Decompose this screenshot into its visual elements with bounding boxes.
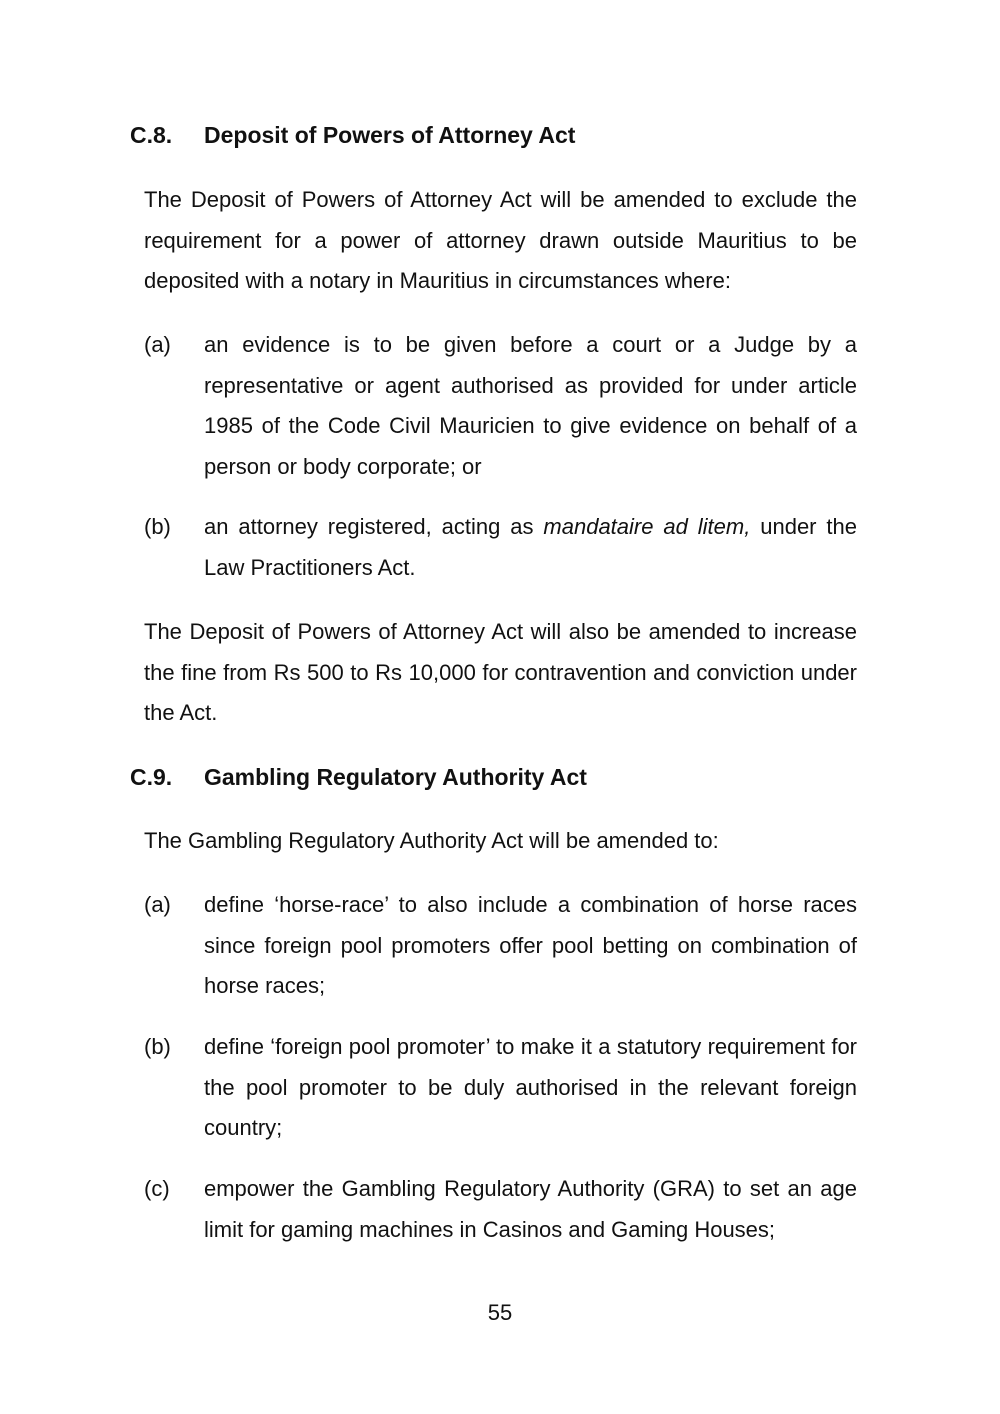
section-title-c8: Deposit of Powers of Attorney Act xyxy=(204,122,576,148)
list-item-label: (a) xyxy=(144,892,171,917)
list-item xyxy=(144,885,857,1007)
section-number-c9: C.9. xyxy=(130,764,173,790)
list-item-text-part: under the Law Practitioners Act. xyxy=(204,514,857,580)
list-item-text: define ‘foreign pool promoter’ to make it a statutory requirement for the pool promoter to be duly authorised in the relevant foreign country; xyxy=(204,1034,857,1140)
list-item-text xyxy=(204,507,857,588)
list-item-label: (b) xyxy=(144,1034,171,1059)
section-title-c9: Gambling Regulatory Authority Act xyxy=(204,764,587,790)
list-item-label: (a) xyxy=(144,332,171,357)
list-item-text: empower the Gambling Regulatory Authority (GRA) to set an age limit for gaming machines in Casinos and Gaming Houses; xyxy=(204,1176,857,1242)
list-item-text: define ‘horse-race’ to also include a combination of horse races since foreign pool promoters offer pool betting on combination of horse races; xyxy=(204,892,857,998)
section-heading-c8 xyxy=(130,120,860,150)
section-number-c8: C.8. xyxy=(130,122,173,148)
page-number: 55 xyxy=(487,1300,513,1325)
section-c8-closing: The Deposit of Powers of Attorney Act will also be amended to increase the fine from Rs 500 to Rs 10,000 for contravention and conviction under the Act. xyxy=(144,619,857,725)
list-item-text: an evidence is to be given before a court or a Judge by a representative or agent authorised as provided for under article 1985 of the Code Civil Mauricien to give evidence on behalf of a person or body corporate; or xyxy=(204,332,857,479)
list-item xyxy=(144,325,857,487)
list-item-text-part: an attorney registered, acting as xyxy=(204,514,544,539)
section-c8-intro: The Deposit of Powers of Attorney Act will be amended to exclude the requirement for a power of attorney drawn outside Mauritius to be deposited with a notary in Mauritius in circumstances where: xyxy=(144,187,857,293)
list-item xyxy=(144,507,857,588)
list-item xyxy=(144,1169,857,1250)
section-heading-c9 xyxy=(130,762,860,792)
section-c9-intro: The Gambling Regulatory Authority Act will be amended to: xyxy=(144,828,719,853)
list-item-text-italic: mandataire ad litem, xyxy=(543,514,751,539)
list-item-label: (c) xyxy=(144,1176,170,1201)
list-item xyxy=(144,1027,857,1149)
list-item-label: (b) xyxy=(144,514,171,539)
